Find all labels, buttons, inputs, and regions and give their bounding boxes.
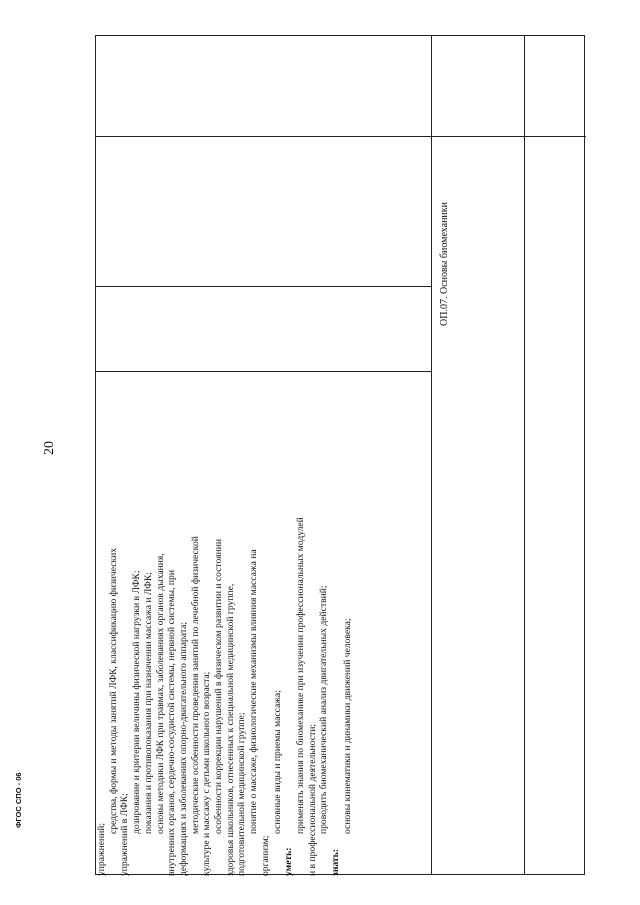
page-number: 20 <box>42 441 57 455</box>
table-column-divider <box>524 36 525 874</box>
content-line: упражнений; <box>96 822 107 876</box>
table-row-divider <box>96 286 431 287</box>
content-line: дозирование и критерии величины физической нагрузки в ЛФК; <box>131 570 143 834</box>
content-line: средства, формы и методы занятий ЛФК, классификацию физических упражнений в ЛФК; <box>107 547 131 876</box>
footer-document-code: ФГОС СПО - 06 <box>14 772 23 828</box>
table-row-divider <box>96 136 586 137</box>
knowledge-heading: знать: <box>330 849 342 876</box>
table-column-divider <box>431 36 432 874</box>
rotated-standard-table <box>95 35 585 875</box>
knowledge-line: основы кинематики и динамики движений человека; <box>341 618 353 834</box>
discipline-code: ОП.07. Основы биомеханики <box>439 202 450 326</box>
skills-heading: уметь: <box>283 847 295 876</box>
table-row-divider <box>96 371 431 372</box>
skill-line: проводить биомеханический анализ двигательных действий; <box>318 585 330 834</box>
competency-cell <box>96 516 431 876</box>
content-line: особенности коррекции нарушений в физическом развитии и состоянии здоровья школьников, отнесенных к специальной медицинской группе, подготовительной медицинской группе; <box>213 539 248 876</box>
content-line: основы методики ЛФК при травмах, заболеваниях органов дыхания, внутренних органов, сердечно-сосудистой системы, нервной системы, при деформациях и заболеваниях опорно-двигательного аппарата; <box>154 553 189 876</box>
content-line: основные виды и приемы массажа; <box>271 690 283 834</box>
content-line: показания и противопоказания при назначении массажа и ЛФК; <box>142 572 154 834</box>
skill-line: применять знания по биомеханике при изучении профессиональных модулей и в профессиональной деятельности; <box>294 517 318 876</box>
content-line: понятие о массаже, физиологические механизмы влияния массажа на организм; <box>248 549 271 876</box>
content-line: методические особенности проведения занятий по лечебной физической культуре и массажу с детьми школьного возраста; <box>189 536 213 876</box>
